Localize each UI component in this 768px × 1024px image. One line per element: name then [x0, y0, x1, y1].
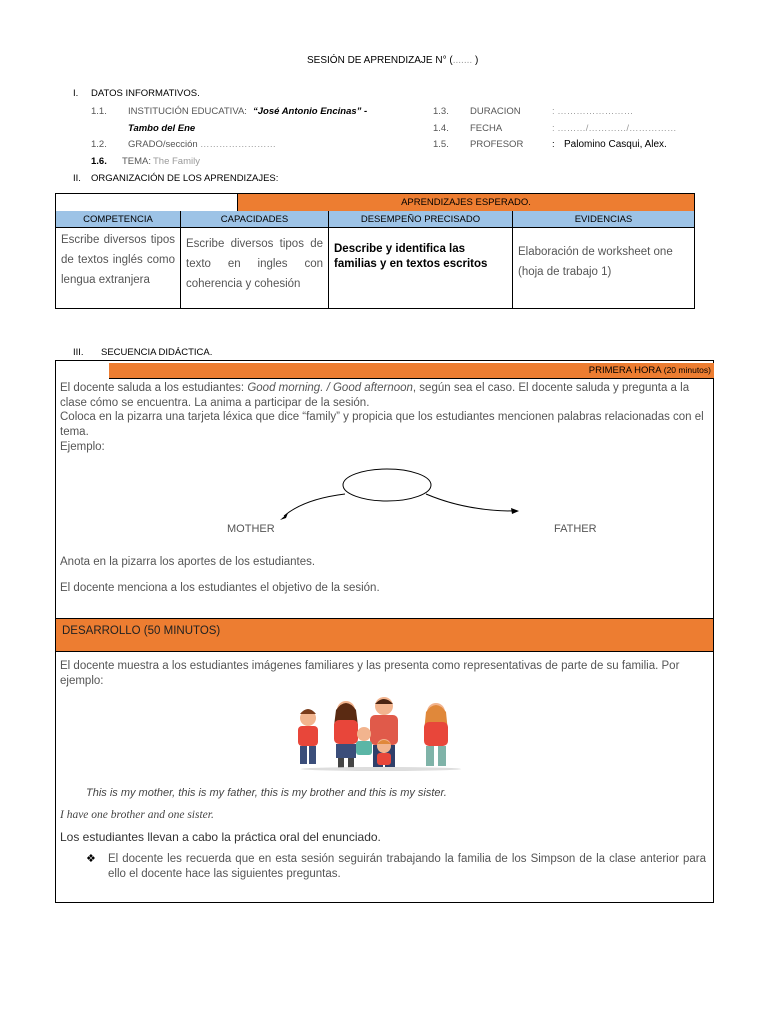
section-2-title: ORGANIZACIÓN DE LOS APRENDIZAJES:	[91, 173, 279, 184]
duracion-label: DURACION	[470, 106, 521, 117]
cell-capacidades: Escribe diversos tipos de texto en ingles con coherencia y cohesión	[181, 228, 329, 308]
inicio-paragraph-1: El docente saluda a los estudiantes: Good morning. / Good afternoon, según sea el caso. El docente saluda y pregunta a la clase cómo se encuentra. La anima a participar de la sesión.	[60, 382, 690, 409]
example-sentence-2: I have one brother and one sister.	[60, 809, 214, 821]
aprendizajes-table	[55, 193, 695, 309]
tema-label: TEMA:	[122, 156, 152, 167]
primera-hora-bar	[109, 363, 714, 379]
col-competencia: COMPETENCIA	[56, 211, 181, 228]
inicio-paragraph-2: Coloca en la pizarra una tarjeta léxica que dice “family” y propicia que los estudiantes mencionen palabras relacionadas con el tema.	[60, 411, 704, 438]
diagram-right-arrowhead	[511, 508, 519, 514]
grado-value: ……………………	[200, 139, 276, 150]
profesor-label: PROFESOR	[470, 139, 524, 150]
section-2-number: II.	[73, 173, 81, 184]
aprendizajes-header: APRENDIZAJES ESPERADO.	[237, 194, 694, 212]
row-1-4-num: 1.4.	[433, 123, 449, 134]
fecha-value: : ………/…………/……………	[552, 123, 677, 134]
row-1-3-num: 1.3.	[433, 106, 449, 117]
diagram-father-label: FATHER	[554, 523, 597, 535]
cell-competencia: Escribe diversos tipos de textos inglés como lengua extranjera	[56, 228, 181, 308]
section-3-title: SECUENCIA DIDÁCTICA.	[101, 347, 213, 358]
cell-evidencias: Elaboración de worksheet one (hoja de trabajo 1)	[518, 246, 673, 278]
row-1-2-label: GRADO/sección	[128, 139, 198, 150]
section-1-number: I.	[73, 88, 79, 99]
profesor-name: Palomino Casqui, Alex.	[564, 139, 667, 150]
row-1-1-label: INSTITUCIÓN EDUCATIVA:	[128, 106, 247, 117]
diagram-left-arrow	[284, 494, 345, 516]
desarrollo-paragraph-1: El docente muestra a los estudiantes imágenes familiares y las presenta como representativas de parte de su familia. Por ejemplo:	[60, 660, 680, 687]
row-1-1-num: 1.1.	[91, 106, 107, 117]
institution-location: Tambo del Ene	[128, 123, 196, 134]
col-evidencias: EVIDENCIAS	[513, 211, 694, 228]
inicio-paragraph-4: Anota en la pizarra los aportes de los estudiantes.	[60, 556, 316, 568]
diagram-center-oval	[343, 469, 431, 501]
secuencia-box	[55, 360, 714, 903]
row-1-5-num: 1.5.	[433, 139, 449, 150]
section-1-title: DATOS INFORMATIVOS.	[91, 88, 200, 99]
diagram-right-arrow	[426, 494, 514, 511]
row-1-2-num: 1.2.	[91, 139, 107, 150]
profesor-colon: :	[552, 139, 555, 150]
cell-desempeno: Describe y identifica las familias y en textos escritos	[329, 228, 513, 308]
row-1-6-num: 1.6.	[91, 156, 107, 167]
col-capacidades: CAPACIDADES	[181, 211, 329, 228]
figure-kid-middle-head	[357, 727, 371, 741]
tema-value: The Family	[153, 156, 200, 167]
example-sentence-1: This is my mother, this is my father, this is my brother and this is my sister.	[86, 787, 447, 799]
desarrollo-paragraph-2: Los estudiantes llevan a cabo la práctica oral del enunciado.	[60, 830, 381, 844]
diamond-bullet-icon: ❖	[86, 853, 96, 865]
inicio-paragraph-5: El docente menciona a los estudiantes el objetivo de la sesión.	[60, 582, 380, 594]
desarrollo-title: DESARROLLO (50 MINUTOS)	[62, 625, 221, 637]
inicio-paragraph-3: Ejemplo:	[60, 441, 105, 453]
desarrollo-bar	[56, 618, 713, 652]
primera-hora-label: PRIMERA HORA (20 minutos)	[588, 365, 711, 376]
page-title: SESIÓN DE APRENDIZAJE N° (....... )	[307, 55, 479, 66]
fecha-label: FECHA	[470, 123, 503, 134]
duracion-value: : ……………………	[552, 106, 634, 117]
family-illustration	[286, 696, 476, 771]
family-diagram	[56, 461, 713, 551]
institution-name: “José Antonio Encinas” -	[253, 106, 368, 117]
col-desempeno: DESEMPEÑO PRECISADO	[329, 211, 513, 228]
bullet-paragraph: El docente les recuerda que en esta sesión seguirán trabajando la familia de los Simpson de la clase anterior para ello el docente hace las siguientes preguntas.	[108, 853, 706, 880]
section-3-number: III.	[73, 347, 84, 358]
diagram-mother-label: MOTHER	[227, 523, 275, 535]
